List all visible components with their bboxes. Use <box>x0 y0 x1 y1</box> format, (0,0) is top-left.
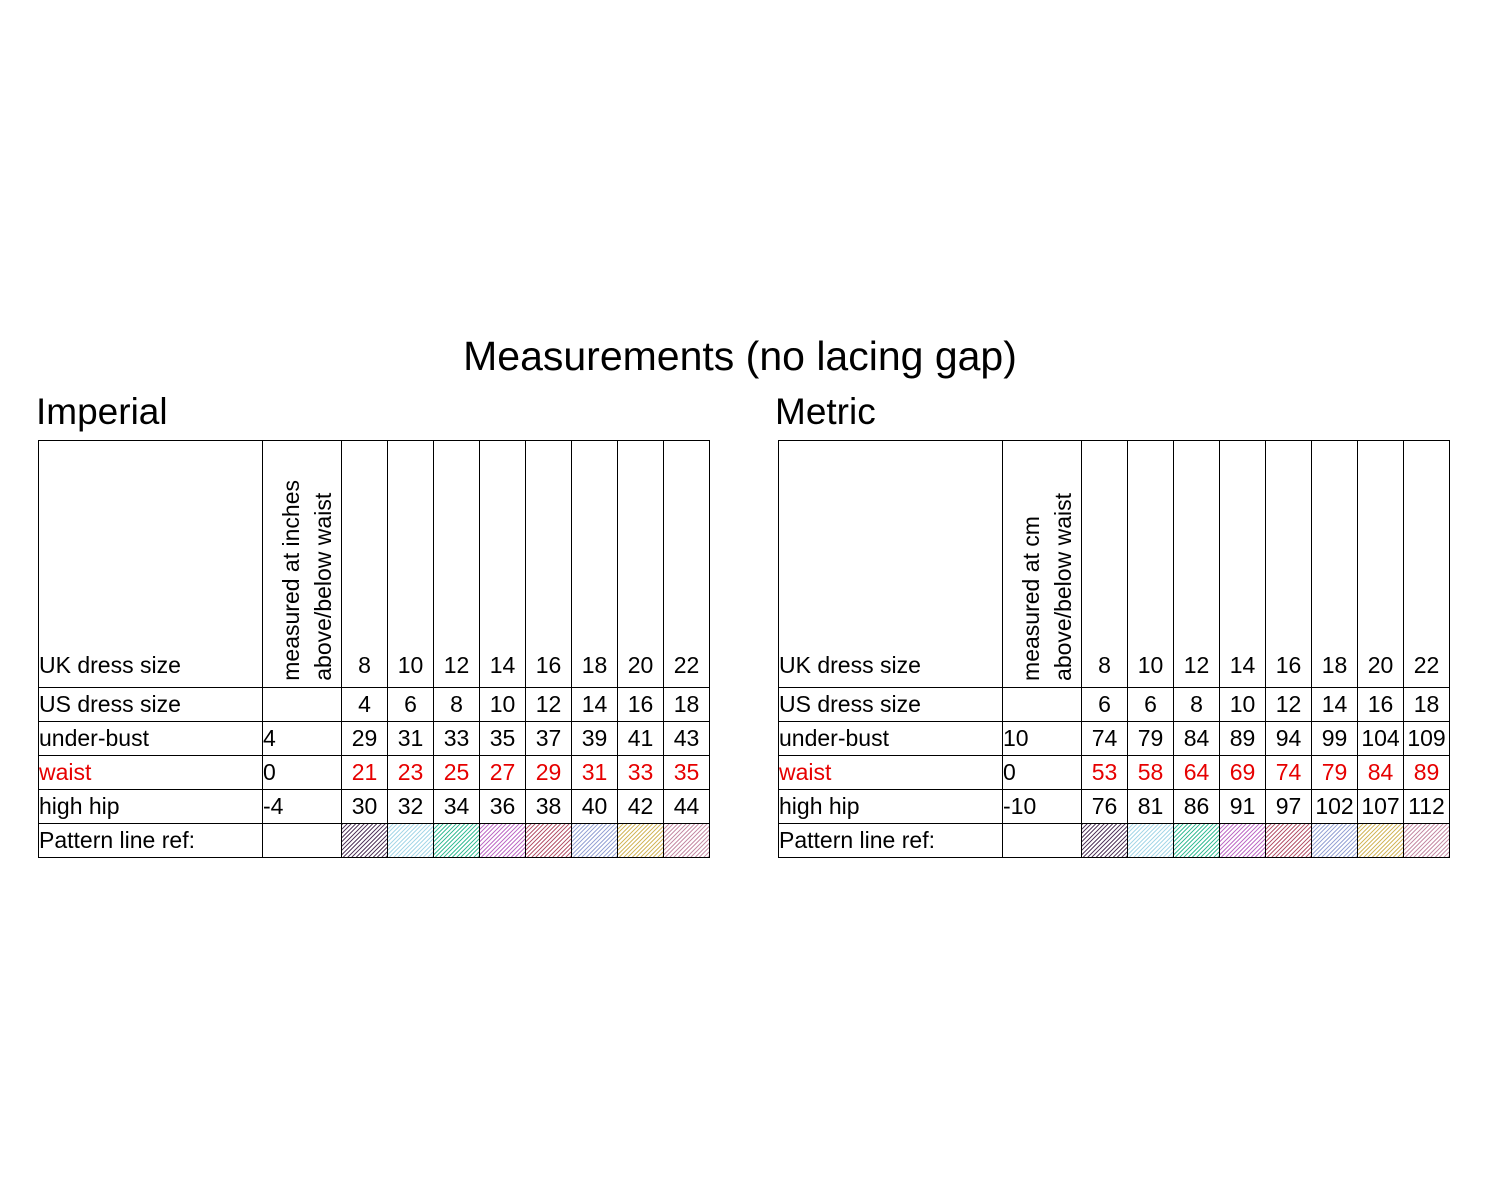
uk-size-row <box>779 441 1450 688</box>
value-cell: 112 <box>1404 790 1450 824</box>
uk-size-cell: 14 <box>480 441 526 688</box>
uk-size-cell: 12 <box>1174 441 1220 688</box>
value-cell: 35 <box>664 756 710 790</box>
value-cell: 102 <box>1312 790 1358 824</box>
imperial-heading: Imperial <box>36 391 168 432</box>
value-cell: 23 <box>388 756 434 790</box>
value-cell: 44 <box>664 790 710 824</box>
uk-size-cell: 12 <box>434 441 480 688</box>
row-label: high hip <box>779 790 1003 824</box>
uk-size-cell: 10 <box>1128 441 1174 688</box>
value-cell: 74 <box>1266 756 1312 790</box>
pattern-swatch <box>342 824 388 858</box>
value-cell: 35 <box>480 722 526 756</box>
uk-size-label: UK dress size <box>779 441 1003 688</box>
value-cell: 29 <box>526 756 572 790</box>
high-hip-row <box>779 790 1450 824</box>
offset-cell: -10 <box>1003 790 1082 824</box>
uk-size-cell: 8 <box>342 441 388 688</box>
row-label: US dress size <box>39 688 263 722</box>
under-bust-row <box>779 722 1450 756</box>
value-cell: 81 <box>1128 790 1174 824</box>
value-cell: 79 <box>1312 756 1358 790</box>
uk-size-cell: 18 <box>1312 441 1358 688</box>
empty-cell <box>263 824 342 858</box>
value-cell: 27 <box>480 756 526 790</box>
row-label: under-bust <box>779 722 1003 756</box>
value-cell: 4 <box>342 688 388 722</box>
value-cell: 40 <box>572 790 618 824</box>
value-cell: 18 <box>1404 688 1450 722</box>
measured-line-2: above/below waist <box>310 493 336 681</box>
empty-cell <box>1003 824 1082 858</box>
uk-size-cell: 16 <box>526 441 572 688</box>
value-cell: 69 <box>1220 756 1266 790</box>
waist-row <box>39 756 710 790</box>
value-cell: 36 <box>480 790 526 824</box>
value-cell: 31 <box>572 756 618 790</box>
value-cell: 91 <box>1220 790 1266 824</box>
value-cell: 21 <box>342 756 388 790</box>
waist-row <box>779 756 1450 790</box>
value-cell: 8 <box>1174 688 1220 722</box>
value-cell: 37 <box>526 722 572 756</box>
value-cell: 12 <box>1266 688 1312 722</box>
value-cell: 74 <box>1082 722 1128 756</box>
offset-cell: 0 <box>1003 756 1082 790</box>
value-cell: 6 <box>1082 688 1128 722</box>
pattern-swatch <box>1128 824 1174 858</box>
offset-cell <box>263 688 342 722</box>
value-cell: 8 <box>434 688 480 722</box>
measured-at-header <box>1003 441 1082 688</box>
uk-size-label: UK dress size <box>39 441 263 688</box>
value-cell: 107 <box>1358 790 1404 824</box>
pattern-swatch <box>526 824 572 858</box>
value-cell: 76 <box>1082 790 1128 824</box>
metric-heading: Metric <box>775 391 876 432</box>
measured-line-1: measured at inches <box>278 480 304 681</box>
value-cell: 104 <box>1358 722 1404 756</box>
offset-cell: -4 <box>263 790 342 824</box>
value-cell: 12 <box>526 688 572 722</box>
pattern-swatch <box>1358 824 1404 858</box>
under-bust-row <box>39 722 710 756</box>
uk-size-cell: 8 <box>1082 441 1128 688</box>
value-cell: 86 <box>1174 790 1220 824</box>
value-cell: 16 <box>1358 688 1404 722</box>
value-cell: 14 <box>572 688 618 722</box>
row-label: high hip <box>39 790 263 824</box>
row-label: US dress size <box>779 688 1003 722</box>
value-cell: 6 <box>388 688 434 722</box>
metric-table <box>778 440 1450 858</box>
value-cell: 43 <box>664 722 710 756</box>
pattern-line-label: Pattern line ref: <box>39 824 263 858</box>
value-cell: 31 <box>388 722 434 756</box>
measured-line-2: above/below waist <box>1050 493 1076 681</box>
pattern-swatch <box>572 824 618 858</box>
us-size-row <box>39 688 710 722</box>
value-cell: 79 <box>1128 722 1174 756</box>
value-cell: 97 <box>1266 790 1312 824</box>
uk-size-cell: 16 <box>1266 441 1312 688</box>
value-cell: 53 <box>1082 756 1128 790</box>
pattern-swatch <box>1220 824 1266 858</box>
value-cell: 30 <box>342 790 388 824</box>
value-cell: 39 <box>572 722 618 756</box>
value-cell: 10 <box>1220 688 1266 722</box>
value-cell: 58 <box>1128 756 1174 790</box>
value-cell: 33 <box>618 756 664 790</box>
value-cell: 14 <box>1312 688 1358 722</box>
value-cell: 41 <box>618 722 664 756</box>
value-cell: 33 <box>434 722 480 756</box>
imperial-table <box>38 440 710 858</box>
measured-line-1: measured at cm <box>1018 516 1044 681</box>
pattern-swatch <box>388 824 434 858</box>
uk-size-cell: 20 <box>618 441 664 688</box>
value-cell: 38 <box>526 790 572 824</box>
pattern-line-label: Pattern line ref: <box>779 824 1003 858</box>
value-cell: 25 <box>434 756 480 790</box>
value-cell: 84 <box>1174 722 1220 756</box>
row-label: under-bust <box>39 722 263 756</box>
value-cell: 10 <box>480 688 526 722</box>
us-size-row <box>779 688 1450 722</box>
row-label: waist <box>39 756 263 790</box>
value-cell: 18 <box>664 688 710 722</box>
page-title: Measurements (no lacing gap) <box>463 333 1017 379</box>
uk-size-cell: 22 <box>1404 441 1450 688</box>
pattern-swatch <box>1266 824 1312 858</box>
value-cell: 94 <box>1266 722 1312 756</box>
uk-size-cell: 22 <box>664 441 710 688</box>
pattern-swatch <box>434 824 480 858</box>
uk-size-cell: 20 <box>1358 441 1404 688</box>
pattern-swatch <box>1312 824 1358 858</box>
pattern-swatch <box>1082 824 1128 858</box>
value-cell: 29 <box>342 722 388 756</box>
offset-cell: 10 <box>1003 722 1082 756</box>
row-label: waist <box>779 756 1003 790</box>
pattern-swatch <box>664 824 710 858</box>
value-cell: 32 <box>388 790 434 824</box>
value-cell: 99 <box>1312 722 1358 756</box>
uk-size-row <box>39 441 710 688</box>
pattern-swatch <box>618 824 664 858</box>
uk-size-cell: 18 <box>572 441 618 688</box>
uk-size-cell: 10 <box>388 441 434 688</box>
pattern-line-row <box>39 824 710 858</box>
measured-at-header <box>263 441 342 688</box>
value-cell: 16 <box>618 688 664 722</box>
value-cell: 34 <box>434 790 480 824</box>
uk-size-cell: 14 <box>1220 441 1266 688</box>
value-cell: 89 <box>1220 722 1266 756</box>
offset-cell: 4 <box>263 722 342 756</box>
pattern-swatch <box>480 824 526 858</box>
pattern-swatch <box>1174 824 1220 858</box>
offset-cell: 0 <box>263 756 342 790</box>
value-cell: 64 <box>1174 756 1220 790</box>
high-hip-row <box>39 790 710 824</box>
value-cell: 109 <box>1404 722 1450 756</box>
pattern-line-row <box>779 824 1450 858</box>
offset-cell <box>1003 688 1082 722</box>
value-cell: 6 <box>1128 688 1174 722</box>
pattern-swatch <box>1404 824 1450 858</box>
value-cell: 84 <box>1358 756 1404 790</box>
value-cell: 89 <box>1404 756 1450 790</box>
value-cell: 42 <box>618 790 664 824</box>
